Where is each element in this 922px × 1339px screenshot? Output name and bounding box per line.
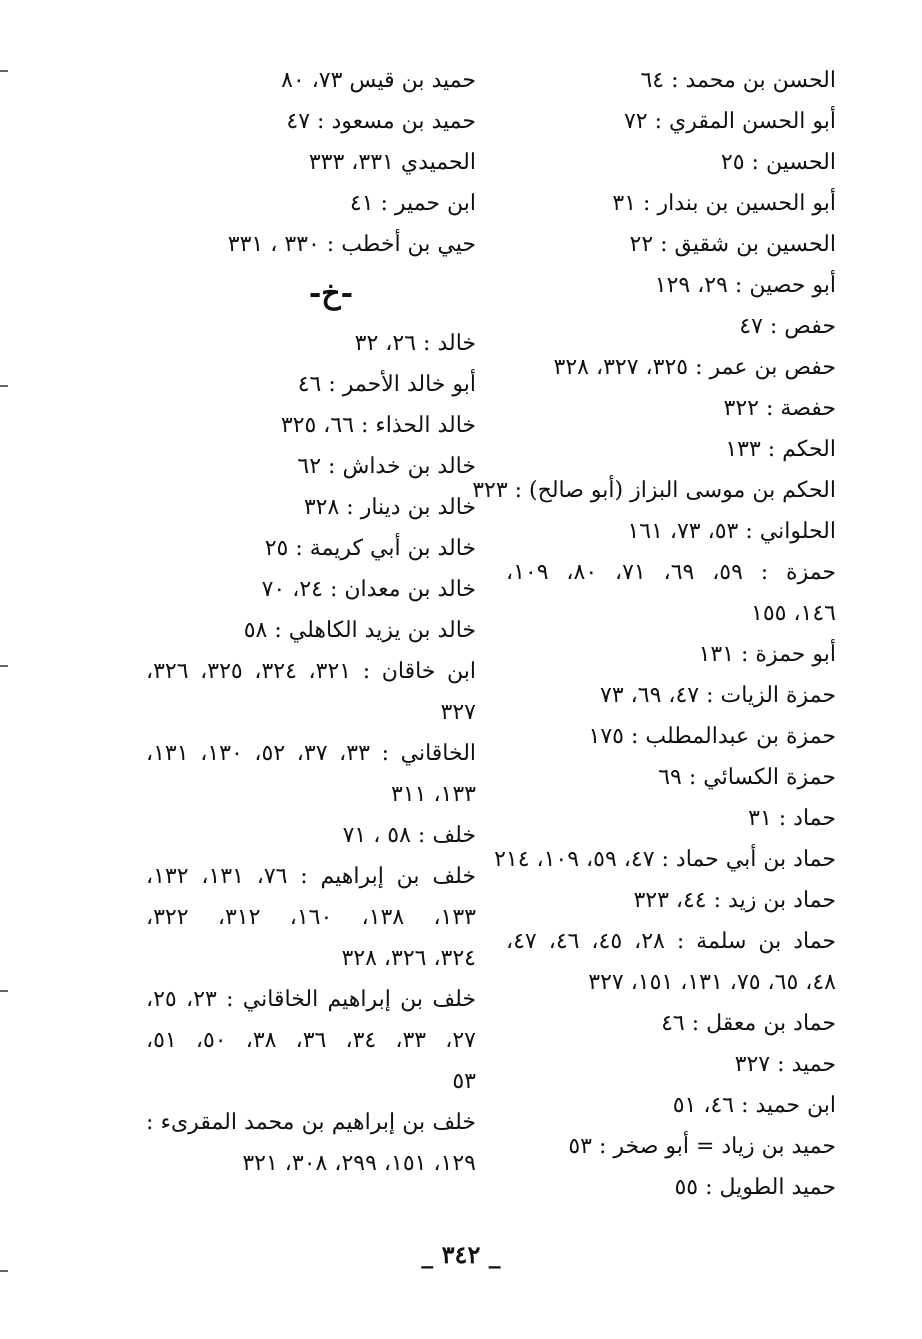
- index-entry-line: خلف : ٥٨ ، ٧١: [342, 823, 476, 848]
- index-entry-line: أبو حصين : ٢٩، ١٢٩: [654, 273, 836, 298]
- index-entry-line: ١٣٣، ٣١١: [391, 782, 476, 807]
- index-entry-line: حفصة : ٣٢٢: [723, 396, 836, 421]
- index-entry-line: ٤٨، ٦٥، ٧٥، ١٣١، ١٥١، ٣٢٧: [588, 970, 836, 995]
- index-entry-line: الخاقاني : ٣٣، ٣٧، ٥٢، ١٣٠، ١٣١،: [146, 741, 477, 766]
- index-entry-line: حمزة الزيات : ٤٧، ٦٩، ٧٣: [600, 683, 836, 708]
- index-column-left-entries-ha: [146, 60, 476, 265]
- index-entry-line: خالد الحذاء : ٦٦، ٣٢٥: [280, 413, 476, 438]
- index-entry-line: حفص بن عمر : ٣٢٥، ٣٢٧، ٣٢٨: [553, 355, 836, 380]
- scan-edge-mark: [0, 70, 8, 72]
- index-entry-line: ٥٣: [452, 1069, 476, 1094]
- index-entry-line: الحلواني : ٥٣، ٧٣، ١٦١: [627, 519, 836, 544]
- index-entry-line: أبو حمزة : ١٣١: [698, 642, 836, 667]
- index-column-left-entries-kha: [146, 323, 476, 1184]
- index-entry-line: ٣٢٤، ٣٢٦، ٣٢٨: [341, 946, 476, 971]
- index-entry-line: حفص : ٤٧: [739, 314, 836, 339]
- page-number: _ ٣٤٢ _: [421, 1240, 501, 1269]
- index-entry-line: خلف بن إبراهيم : ٧٦، ١٣١، ١٣٢،: [146, 864, 476, 889]
- index-entry-line: خلف بن إبراهيم بن محمد المقرىء :: [146, 1110, 476, 1135]
- index-entry-line: ١٢٩، ١٥١، ٢٩٩، ٣٠٨، ٣٢١: [242, 1151, 476, 1176]
- index-entry-line: الحسين بن شقيق : ٢٢: [629, 232, 836, 257]
- index-entry-line: الحسن بن محمد : ٦٤: [640, 68, 836, 93]
- index-entry-line: خالد بن خداش : ٦٢: [297, 454, 476, 479]
- index-entry-line: حماد بن سلمة : ٢٨، ٤٥، ٤٦، ٤٧،: [506, 929, 837, 954]
- index-entry-line: أبو خالد الأحمر : ٤٦: [297, 372, 476, 397]
- index-entry-line: ١٣٣، ١٣٨، ١٦٠، ٣١٢، ٣٢٢،: [146, 905, 476, 930]
- index-entry-line: حيي بن أخطب : ٣٣٠ ، ٣٣١: [227, 232, 476, 257]
- index-column-left: [146, 60, 476, 1184]
- index-entry-line: حميد الطويل : ٥٥: [674, 1175, 836, 1200]
- index-entry-line: خالد : ٢٦، ٣٢: [354, 331, 476, 356]
- index-entry-line: حميد بن مسعود : ٤٧: [286, 109, 476, 134]
- index-entry-line: أبو الحسين بن بندار : ٣١: [612, 191, 836, 216]
- index-entry-line: الحكم : ١٣٣: [725, 437, 836, 462]
- index-entry-line: حمزة : ٥٩، ٦٩، ٧١، ٨٠، ١٠٩،: [506, 560, 837, 585]
- index-entry-line: خالد بن يزيد الكاهلي : ٥٨: [243, 618, 476, 643]
- index-entry-line: خلف بن إبراهيم الخاقاني : ٢٣، ٢٥،: [146, 987, 477, 1012]
- index-entry-line: حماد بن زيد : ٤٤، ٣٢٣: [633, 888, 836, 913]
- index-entry-line: ٣٢٧: [440, 700, 476, 725]
- section-letter-heading: -خ-: [308, 276, 354, 311]
- index-entry-line: ابن حمير : ٤١: [349, 191, 476, 216]
- index-entry-line: حماد بن أبي حماد : ٤٧، ٥٩، ١٠٩، ٢١٤: [494, 847, 836, 872]
- index-entry-line: حميد بن قيس ٧٣، ٨٠: [281, 68, 476, 93]
- index-entry-line: حماد : ٣١: [748, 806, 836, 831]
- index-entry-line: الحميدي ٣٣١، ٣٣٣: [308, 150, 476, 175]
- scan-edge-mark: [0, 1270, 8, 1272]
- scan-edge-mark: [0, 385, 8, 387]
- index-entry-line: ابن خاقان : ٣٢١، ٣٢٤، ٣٢٥، ٣٢٦،: [146, 659, 476, 684]
- index-entry-line: الحكم بن موسى البزاز (أبو صالح) : ٣٢٣: [472, 478, 836, 503]
- index-entry-line: حماد بن معقل : ٤٦: [661, 1011, 836, 1036]
- index-entry-line: حميد بن زياد = أبو صخر : ٥٣: [568, 1134, 836, 1159]
- index-entry-line: حمزة الكسائي : ٦٩: [658, 765, 836, 790]
- index-entry-line: أبو الحسن المقري : ٧٢: [623, 109, 836, 134]
- index-entry-line: خالد بن أبي كريمة : ٢٥: [264, 536, 476, 561]
- index-entry-line: ١٤٦، ١٥٥: [751, 601, 836, 626]
- index-entry-line: ابن حميد : ٤٦، ٥١: [672, 1093, 836, 1118]
- index-entry-line: حميد : ٣٢٧: [734, 1052, 836, 1077]
- scan-edge-mark: [0, 990, 8, 992]
- index-column-right: [472, 60, 837, 1208]
- index-entry-line: خالد بن معدان : ٢٤، ٧٠: [261, 577, 476, 602]
- index-entry-line: حمزة بن عبدالمطلب : ١٧٥: [588, 724, 836, 749]
- index-entry-line: الحسين : ٢٥: [720, 150, 836, 175]
- scan-edge-mark: [0, 665, 8, 667]
- index-entry-line: ٢٧، ٣٣، ٣٤، ٣٦، ٣٨، ٥٠، ٥١،: [146, 1028, 476, 1053]
- index-entry-line: خالد بن دينار : ٣٢٨: [303, 495, 476, 520]
